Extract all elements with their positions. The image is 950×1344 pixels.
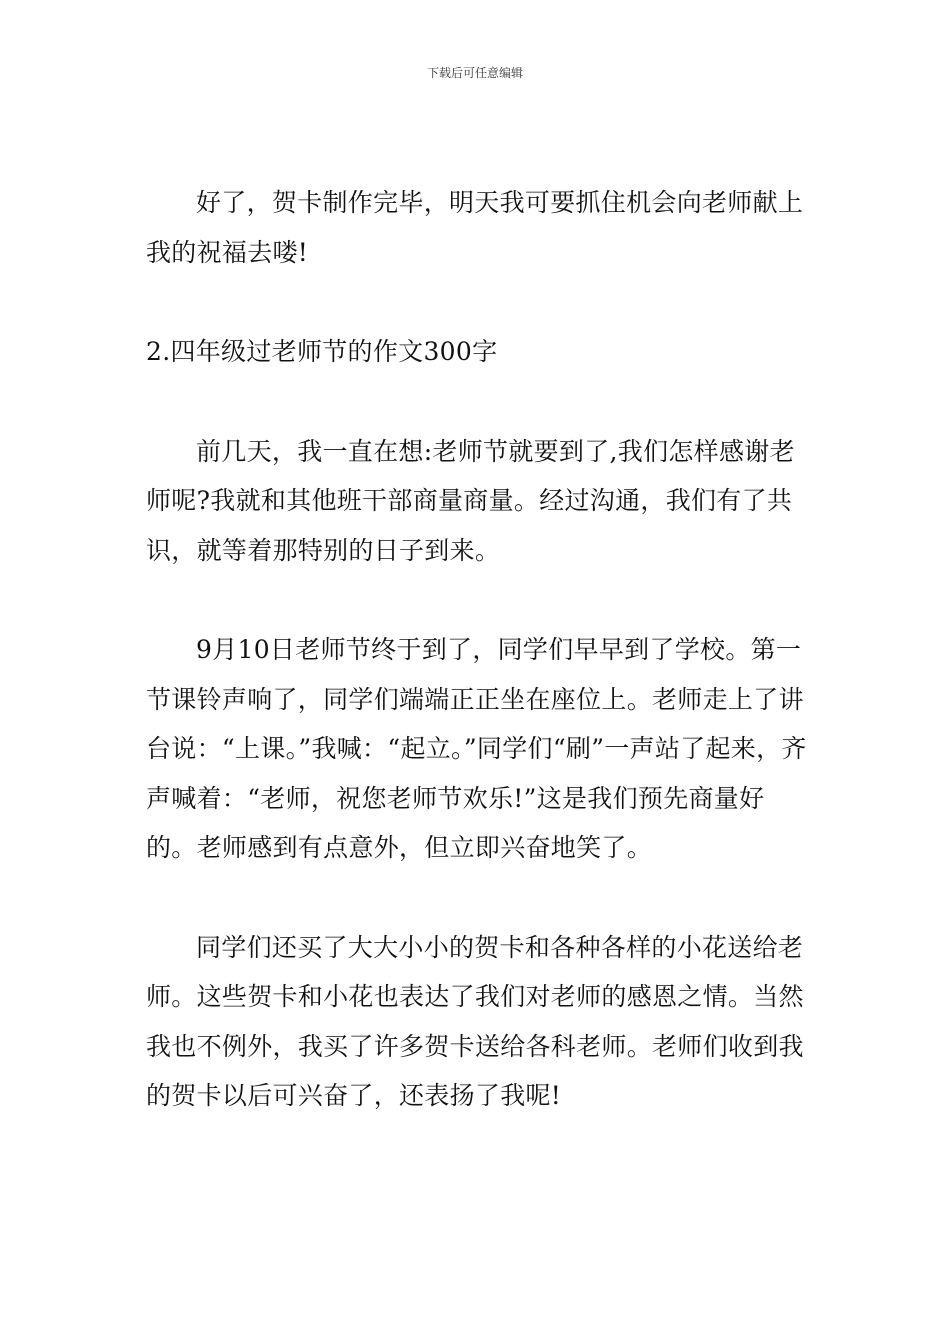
paragraph-1: 好了，贺卡制作完毕，明天我可要抓住机会向老师献上我的祝福去喽! (146, 188, 804, 267)
paragraph-gap (146, 873, 812, 923)
paragraph-gap (146, 575, 812, 625)
paragraph-gap (146, 377, 812, 427)
paragraph-gap (146, 277, 812, 327)
paragraph-4: 同学们还买了大大小小的贺卡和各种各样的小花送给老师。这些贺卡和小花也表达了我们对老师的感恩之情。当然我也不例外，我买了许多贺卡送给各科老师。老师们收到我的贺卡以后可兴奋了，还表扬了我呢! (146, 932, 804, 1110)
paragraph-2: 前几天，我一直在想:老师节就要到了,我们怎样感谢老师呢?我就和其他班干部商量商量。经过沟通，我们有了共识，就等着那特别的日子到来。 (146, 436, 795, 565)
document-body (146, 178, 812, 1121)
paragraph-3: 9月10日老师节终于到了，同学们早早到了学校。第一节课铃声响了，同学们端端正正坐在座位上。老师走上了讲台说：“上课。”我喊：“起立。”同学们“刷”一声站了起来，齐声喊着：“老师，祝您老师节欢乐!”这是我们预先商量好的。老师感到有点意外，但立即兴奋地笑了。 (146, 635, 807, 862)
section-heading: 2.四年级过老师节的作文300字 (146, 337, 498, 366)
page-header: 下载后可任意编辑 (426, 66, 523, 80)
